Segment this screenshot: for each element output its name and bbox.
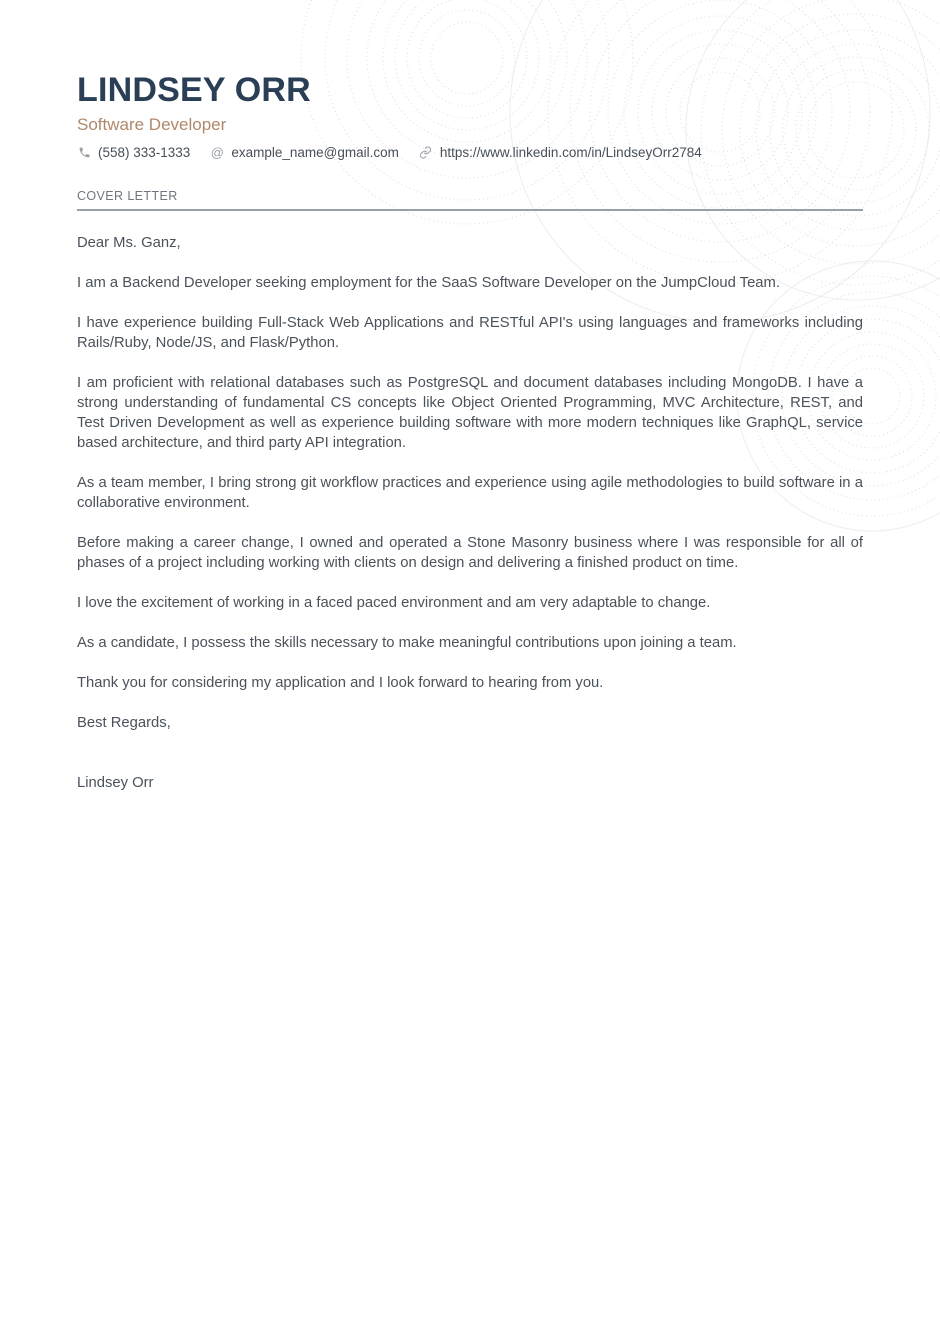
candidate-name: LINDSEY ORR <box>77 71 311 109</box>
at-icon: @ <box>210 144 224 160</box>
letter-paragraph: I am a Backend Developer seeking employment for the SaaS Software Developer on the JumpCloud Team. <box>77 275 780 291</box>
contact-phone-text: (558) 333-1333 <box>98 145 191 160</box>
salutation: Dear Ms. Ganz, <box>77 235 181 251</box>
contact-email-text: example_name@gmail.com <box>231 145 399 160</box>
link-icon <box>419 146 433 160</box>
contact-phone[interactable] <box>77 145 190 160</box>
section-divider <box>77 209 863 211</box>
candidate-job-title: Software Developer <box>77 115 227 134</box>
contact-linkedin-text: https://www.linkedin.com/in/LindseyOrr2784 <box>439 145 702 160</box>
letter-paragraph: Thank you for considering my application and I look forward to hearing from you. <box>77 675 604 691</box>
letter-paragraph: I am proficient with relational databases such as PostgreSQL and document databases including MongoDB. I have a strong understanding of fundamental CS concepts like Object Oriented Programming, MVC Architecture, REST, and Test Driven Development as well as experience building software with more modern techniques like GraphQL, service based architecture, and third party API integration. <box>77 375 863 451</box>
letter-paragraph: As a candidate, I possess the skills necessary to make meaningful contributions upon joining a team. <box>77 635 737 651</box>
contact-linkedin[interactable] <box>419 145 702 160</box>
phone-icon <box>77 146 91 160</box>
closing: Best Regards, <box>77 715 171 731</box>
letter-body <box>77 233 863 793</box>
letter-paragraph: I love the excitement of working in a faced paced environment and am very adaptable to change. <box>77 595 711 611</box>
letter-paragraph: I have experience building Full-Stack Web Applications and RESTful API's using languages and frameworks including Rails/Ruby, Node/JS, and Flask/Python. <box>77 315 863 351</box>
signature-name: Lindsey Orr <box>77 775 154 791</box>
contact-row <box>77 145 863 160</box>
letter-paragraph: Before making a career change, I owned and operated a Stone Masonry business where I was responsible for all of phases of a project including working with clients on design and delivering a finished product on time. <box>77 535 863 571</box>
letter-paragraph: As a team member, I bring strong git workflow practices and experience using agile methodologies to build software in a collaborative environment. <box>77 475 863 511</box>
section-label: COVER LETTER <box>77 189 178 203</box>
contact-email[interactable] <box>210 145 399 160</box>
